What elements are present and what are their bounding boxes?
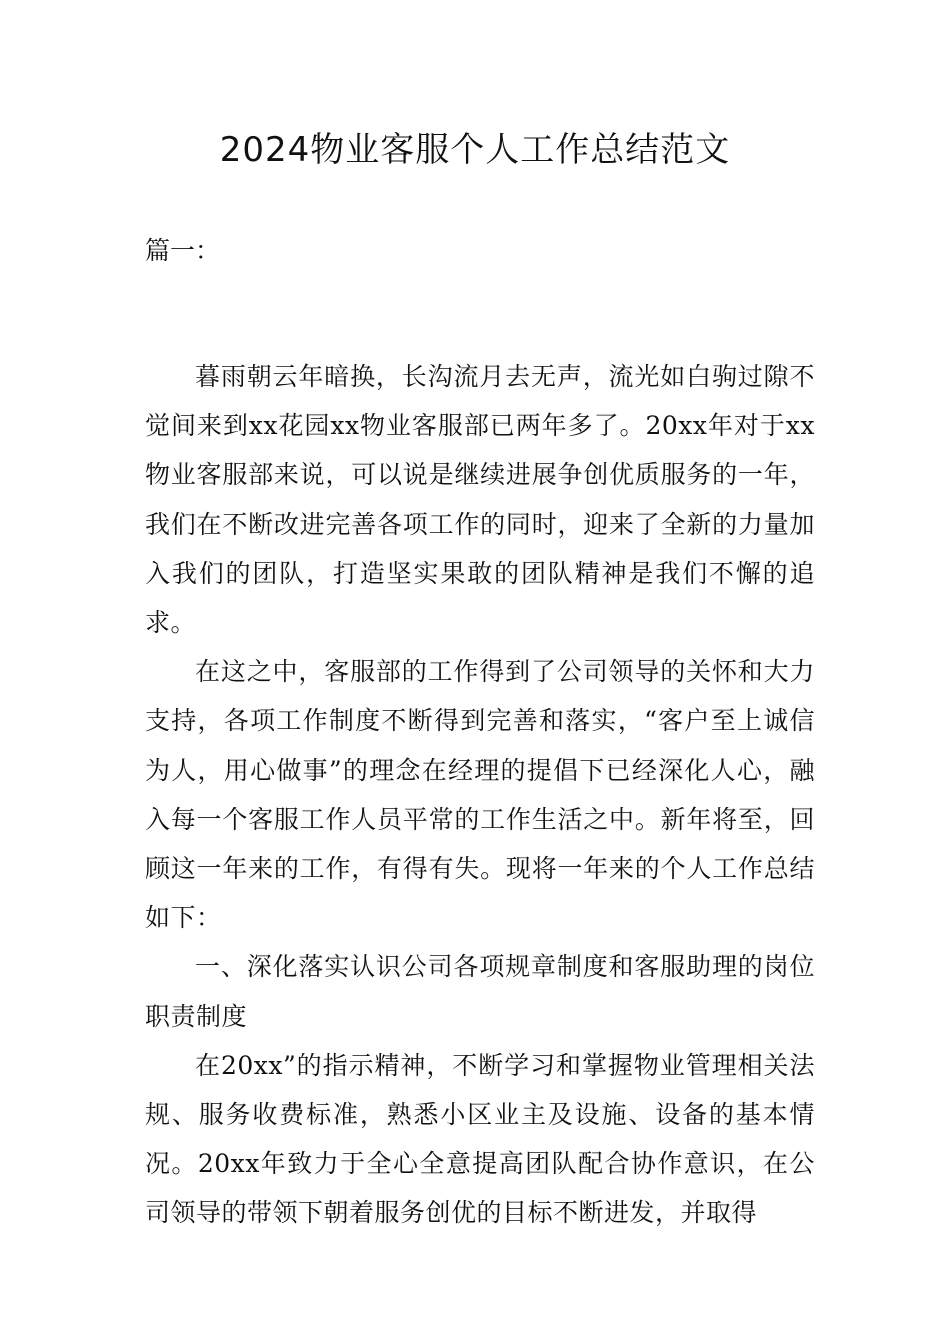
paragraph-support: 在这之中，客服部的工作得到了公司领导的关怀和大力支持，各项工作制度不断得到完善和落实，“客户至上诚信为人，用心做事”的理念在经理的提倡下已经深化人心，融入每一个客服工作人员平常的工作生活之中。新年将至，回顾这一年来的工作，有得有失。现将一年来的个人工作总结如下： (145, 657, 815, 933)
document-body (145, 226, 815, 1238)
paragraph-guidance: 在20xx”的指示精神，不断学习和掌握物业管理相关法规、服务收费标准，熟悉小区业主及设施、设备的基本情况。20xx年致力于全心全意提高团队配合协作意识，在公司领导的带领下朝着服务创优的目标不断进发，并取得 (145, 1050, 815, 1228)
section-heading-one: 一、深化落实认识公司各项规章制度和客服助理的岗位职责制度 (145, 952, 815, 1031)
paragraph-intro: 暮雨朝云年暗换，长沟流月去无声，流光如白驹过隙不觉间来到xx花园xx物业客服部已两年多了。20xx年对于xx物业客服部来说，可以说是继续进展争创优质服务的一年，我们在不断改进完善各项工作的同时，迎来了全新的力量加入我们的团队，打造坚实果敢的团队精神是我们不懈的追求。 (145, 362, 815, 638)
section-label: 篇一： (145, 236, 221, 265)
document-title: 2024物业客服个人工作总结范文 (219, 130, 731, 170)
blank-line (145, 276, 815, 352)
